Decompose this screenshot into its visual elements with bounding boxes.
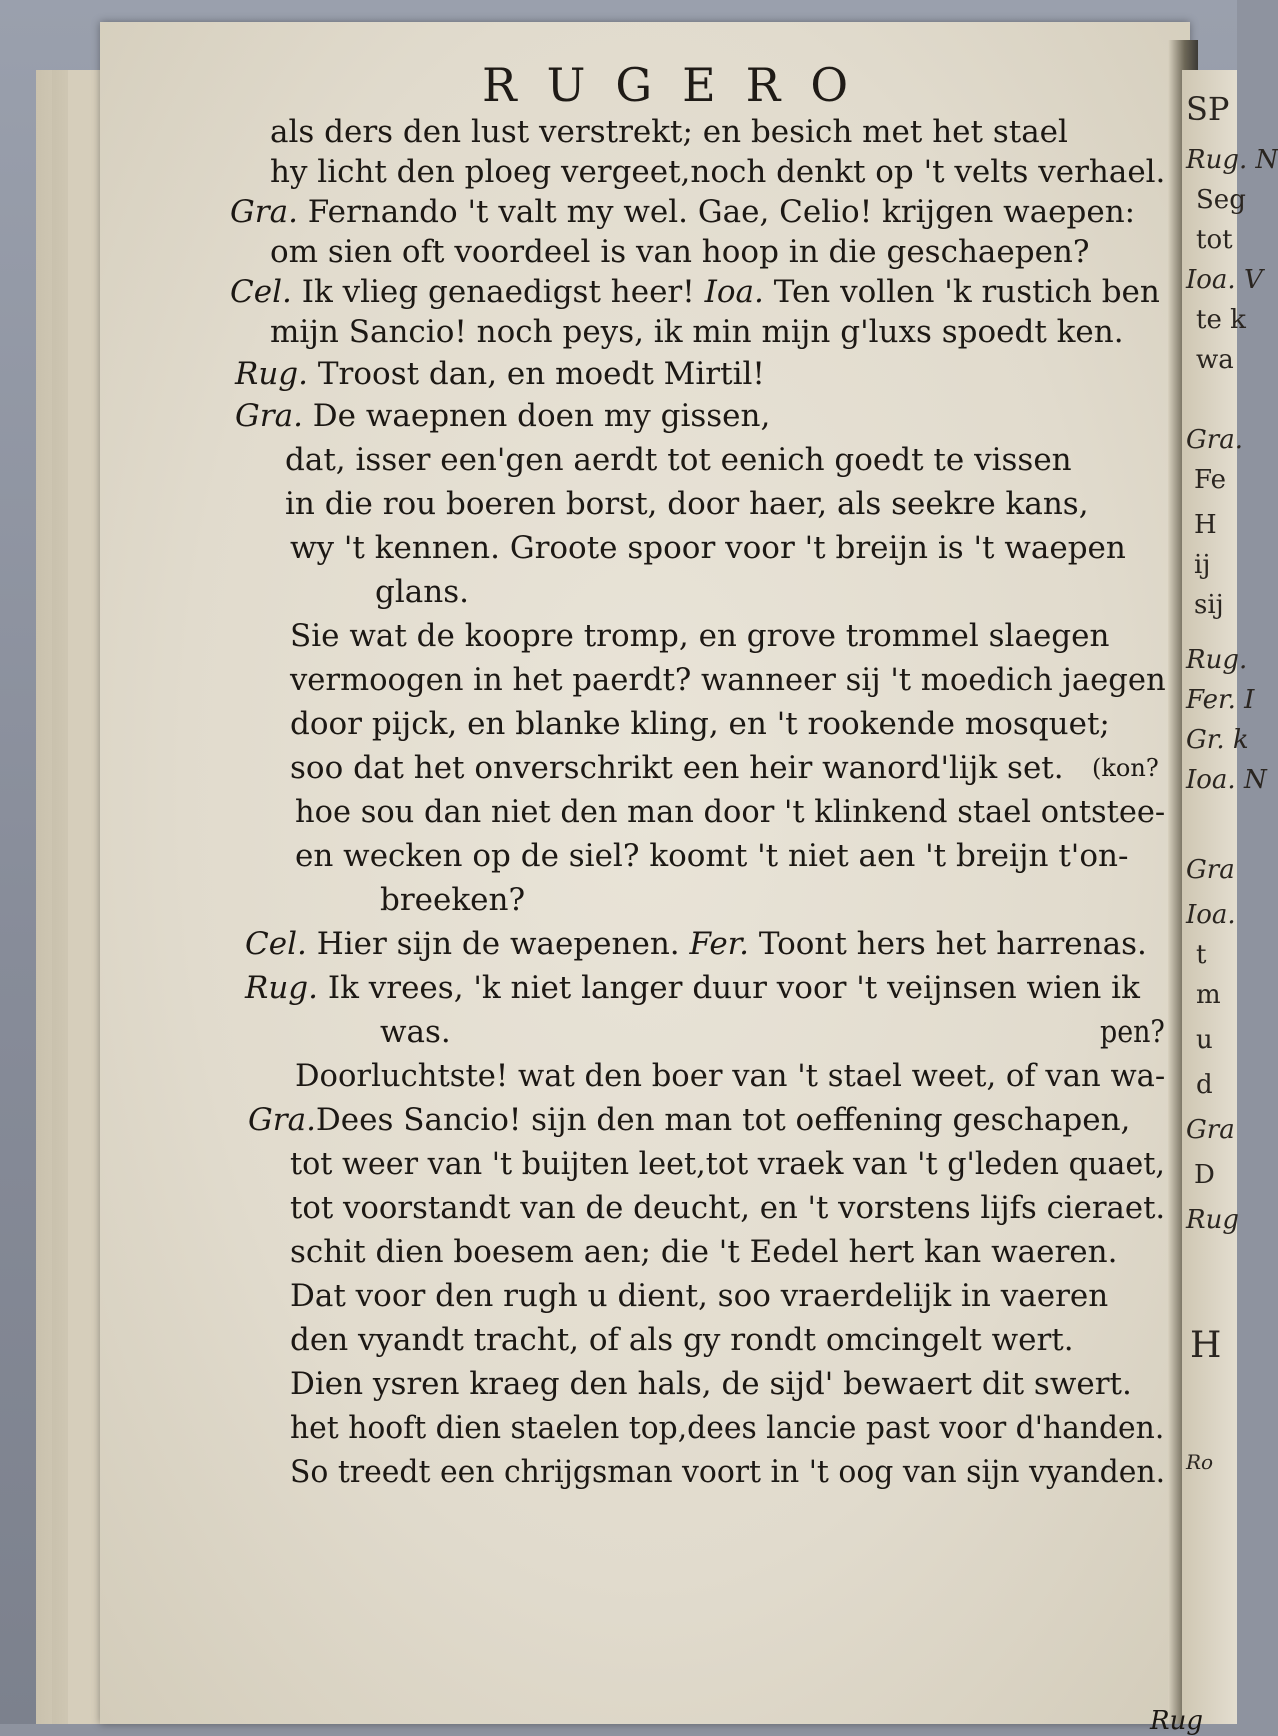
verse-line: Cel. Hier sijn de waepenen. Fer. Toont hers het harrenas. bbox=[245, 926, 1147, 962]
verse-line: Rug. Troost dan, en moedt Mirtil! bbox=[235, 356, 765, 392]
verse-line: Dat voor den rugh u dient, soo vraerdelijk in vaeren bbox=[290, 1278, 1109, 1314]
verse-line: Gra.Dees Sancio! sijn den man tot oeffening geschapen, bbox=[248, 1102, 1131, 1138]
verse-line: Sie wat de koopre tromp, en grove trommel slaegen bbox=[290, 618, 1110, 654]
verse-line-turnover: pen? bbox=[1100, 1014, 1165, 1050]
verse-line: als ders den lust verstrekt; en besich met het stael bbox=[270, 114, 1068, 150]
facing-page-text: SP bbox=[1186, 90, 1230, 128]
facing-page-text: H bbox=[1194, 510, 1217, 540]
verse-line: schit dien boesem aen; die 't Eedel hert kan waeren. bbox=[290, 1234, 1118, 1270]
verse-line: glans. bbox=[375, 574, 469, 610]
verse-line: dat, isser een'gen aerdt tot eenich goedt te vissen bbox=[285, 442, 1072, 478]
verse-line: So treedt een chrijgsman voort in 't oog van sijn vyanden. bbox=[290, 1454, 1166, 1490]
speaker-label: Cel. bbox=[245, 926, 307, 962]
verse-line: den vyandt tracht, of als gy rondt omcingelt wert. bbox=[290, 1322, 1074, 1358]
facing-page-text: Rug. bbox=[1186, 645, 1248, 675]
verse-line: soo dat het onverschrikt een heir wanord'lijk set. bbox=[290, 750, 1064, 786]
facing-page-text: Fer. I bbox=[1186, 685, 1255, 715]
verse-line: breeken? bbox=[380, 882, 526, 918]
facing-page-text: D bbox=[1194, 1160, 1215, 1190]
verse-line: tot weer van 't buijten leet,tot vraek van 't g'leden quaet, bbox=[290, 1146, 1165, 1182]
facing-page-text: H bbox=[1190, 1325, 1222, 1366]
speaker-label: Gra. bbox=[235, 398, 303, 434]
facing-page-text: wa bbox=[1196, 345, 1234, 375]
speaker-label: Gra. bbox=[248, 1102, 316, 1138]
verse-line: Cel. Ik vlieg genaedigst heer! Ioa. Ten vollen 'k rustich ben bbox=[230, 274, 1160, 310]
facing-page-text: ij bbox=[1194, 550, 1211, 580]
verse-line: wy 't kennen. Groote spoor voor 't breijn is 't waepen bbox=[290, 530, 1126, 566]
facing-page-text: Fe bbox=[1194, 465, 1227, 495]
facing-page-text: Gra bbox=[1186, 855, 1235, 885]
facing-page-text: te k bbox=[1196, 305, 1246, 335]
verse-line: door pijck, en blanke kling, en 't rookende mosquet; bbox=[290, 706, 1110, 742]
verse-line: Gra. Fernando 't valt my wel. Gae, Celio! krijgen waepen: bbox=[230, 194, 1136, 230]
facing-page-text: Ioa. bbox=[1186, 900, 1236, 930]
speaker-label: Rug. bbox=[235, 356, 309, 392]
facing-page bbox=[1182, 70, 1278, 1724]
verse-line: en wecken op de siel? koomt 't niet aen 't breijn t'on- bbox=[295, 838, 1129, 874]
facing-page-text: Rug. N bbox=[1186, 145, 1278, 175]
verse-line: Rug. Ik vrees, 'k niet langer duur voor 't veijnsen wien ik bbox=[245, 970, 1140, 1006]
facing-page-text: m bbox=[1196, 980, 1221, 1010]
speaker-label: Rug. bbox=[245, 970, 319, 1006]
speaker-label: Fer. bbox=[689, 926, 749, 962]
verse-line: Dien ysren kraeg den hals, de sijd' bewaert dit swert. bbox=[290, 1366, 1132, 1402]
facing-page-text: Gra. bbox=[1186, 425, 1243, 455]
speaker-label: Cel. bbox=[230, 274, 292, 310]
verse-line: in die rou boeren borst, door haer, als seekre kans, bbox=[285, 486, 1089, 522]
verse-line: om sien oft voordeel is van hoop in die geschaepen? bbox=[270, 234, 1090, 270]
verse-line: Doorluchtste! wat den boer van 't stael weet, of van wa- bbox=[295, 1058, 1166, 1094]
facing-page-text: d bbox=[1196, 1070, 1213, 1100]
verse-line: Gra. De waepnen doen my gissen, bbox=[235, 398, 771, 434]
facing-page-text: Ioa. N bbox=[1186, 765, 1267, 795]
facing-page-text: Gra bbox=[1186, 1115, 1235, 1145]
verse-line: hoe sou dan niet den man door 't klinkend stael ontstee- bbox=[295, 794, 1166, 830]
verse-line: het hooft dien staelen top,dees lancie past voor d'handen. bbox=[290, 1410, 1165, 1446]
verse-line: tot voorstandt van de deucht, en 't vorstens lijfs cieraet. bbox=[290, 1190, 1166, 1226]
verse-line: was. bbox=[380, 1014, 451, 1050]
facing-page-text: t bbox=[1196, 940, 1207, 970]
running-header: RUGERO bbox=[481, 58, 879, 112]
verse-line: mijn Sancio! noch peys, ik min mijn g'luxs spoedt ken. bbox=[270, 314, 1124, 350]
speaker-label: Gra. bbox=[230, 194, 298, 230]
catchword: Rug bbox=[1150, 1706, 1203, 1736]
verse-line-turnover: (kon? bbox=[1092, 754, 1159, 782]
facing-page-text: Seg bbox=[1196, 185, 1246, 215]
facing-page-text: Gr. k bbox=[1186, 725, 1249, 755]
verse-line: vermoogen in het paerdt? wanneer sij 't moedich jaegen bbox=[290, 662, 1166, 698]
facing-page-text: tot bbox=[1196, 225, 1233, 255]
facing-page-text: u bbox=[1196, 1025, 1213, 1055]
facing-page-text: Ro bbox=[1186, 1450, 1214, 1474]
facing-page-text: Ioa. V bbox=[1186, 265, 1263, 295]
verse-line: hy licht den ploeg vergeet,noch denkt op 't velts verhael. bbox=[270, 154, 1166, 190]
facing-page-text: sij bbox=[1194, 590, 1224, 620]
speaker-label: Ioa. bbox=[704, 274, 764, 310]
facing-page-text: Rug bbox=[1186, 1205, 1239, 1235]
